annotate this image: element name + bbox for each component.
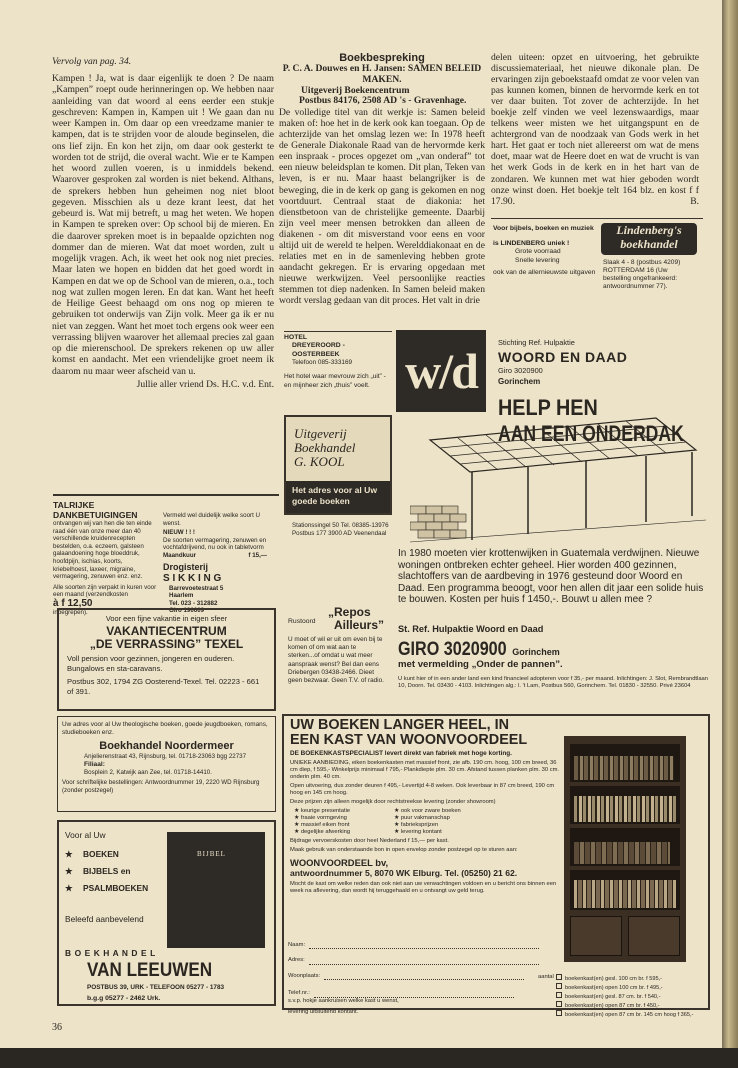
checkbox-icon[interactable]: [556, 983, 562, 989]
noordermeer-name: Boekhandel Noordermeer: [99, 740, 234, 752]
woonvoordeel-maak: Maak gebruik van onderstaande bon in open envelop zonder postzegel op te sturen aan:: [290, 847, 518, 853]
telefoon-label: Telef.nr.:: [288, 990, 310, 997]
repos-body: U moet of wil er uit om even bij te komen of om wat aan te sterken...of omdat u wat meer aanspraak wenst? Bel dan eens Driebergen 03438-2466. Dieet geen bezwaar. Geen T.V. of radio.: [288, 636, 384, 685]
wd-giro-big: GIRO 3020900: [398, 639, 507, 660]
feature: [294, 815, 394, 822]
page-edge: [722, 0, 738, 1048]
checkbox-icon[interactable]: [556, 974, 562, 980]
woonvoordeel-address: antwoordnummer 5, 8070 WK Elburg. Tel. (05250) 21 62.: [290, 868, 518, 878]
woord-en-daad-ad: [396, 338, 708, 612]
sikking-addr1: Barrevoetestraat 5: [169, 584, 224, 592]
feature: [394, 829, 504, 836]
wd-body: In 1980 moeten vier krottenwijken in Guatemala verdwijnen. Nieuwe woningen ontbreken echter geheel. Hier worden 400 gezinnen, slachtoffers van de aardbeving in 1976 gesteund door Woord en Daad. Een programma beoogt, voor hen allen dit jaar een solide huis te bouwen. Kosten per huis f 1450,-. Bouwt u allen mee ?: [398, 548, 704, 605]
van-leeuwen-item-label: BIJBELS en: [83, 865, 131, 876]
woonvoordeel-sub: DE BOEKENKASTSPECIALIST levert direkt van fabriek met hoge korting.: [290, 750, 512, 757]
van-leeuwen-name: VAN LEEUWEN: [87, 960, 213, 981]
woonvoordeel-company: WOONVOORDEEL bv,: [290, 857, 389, 868]
hotel-text: Het hotel waar mevrouw zich „uit” - en mijnheer zich „thuis” voelt.: [284, 372, 386, 389]
wd-name: WOORD EN DAAD: [498, 349, 628, 365]
adres-label: Adres:: [288, 957, 305, 964]
repos-name-2: Ailleurs”: [334, 618, 385, 632]
woonvoordeel-offer: UNIEKE AANBIEDING, eiken boekenkasten met massief front, zie afb. 190 cm. hoog, 100 cm breed, 36 cm diep, f 595,- Winkelprijs minimaal f 795,- Plankdiepte plm. 30 cm. Afstand tussen planken plm. 30 cm. onderin plm. 40 cm.: [290, 760, 560, 780]
lindenberg-ad: [491, 218, 703, 323]
article-column-1: [52, 56, 274, 390]
article-signoff: Jullie aller vriend Ds. H.C. v.d. Ent.: [136, 378, 274, 390]
bookshelf: [570, 870, 680, 910]
wd-org: Stichting Ref. Hulpaktie: [498, 338, 575, 347]
review-body: De volledige titel van dit werkje is: Samen beleid maken of: hoe het in de kerk ook kan toegaan. Op de achterzijde van het omslag lezen we: In 1978 heeft de Generale Diakonale Raad van de hervormde kerk een inspraak - proces opgezet om „van onderaf” tot een nieuw beleidsplan te komen. Dit plan, Teken van leven, is er nu. Maar haast belangrijker is de beweging, die in de kerk op gang is gekomen en nog voortduurt. Centraal staat de diakonia: het dienstbetoon van de christelijke gemeente. Daarbij zijn veel meer mensen betrokken dan alleen de diakenen - om dit misverstand voor eens en voor altijd uit de wereld te helpen. Werelddiakonaat en de relaties met en in de samenleving hebben grote aandacht gekregen. Er is ervaring opgedaan met nieuwe werkwijzen. Veel persoonlijke reacties stemmen tot diep nadenken. In Samen beleid maken wordt verslag gedaan van dit proces. Het valt in drie: [279, 107, 485, 306]
star-icon: ★: [294, 822, 300, 828]
star-icon: ★: [294, 808, 300, 814]
review-publisher: Uitgeverij Boekencentrum: [301, 84, 410, 96]
lindenberg-logo: [601, 223, 697, 255]
repos-name-1: „Repos: [328, 605, 371, 619]
verrassing-name-1: VAKANTIECENTRUM: [106, 624, 227, 638]
feature-label: puur vakmanschap: [400, 815, 450, 821]
noordermeer-filiaal-address: Bosplein 2, Katwijk aan Zee, tel. 01718-14410.: [84, 768, 212, 776]
sikking-left-text2: Alle soorten zijn verpakt in kuren voor een maand (verzendkosten: [53, 583, 157, 599]
bookcase-illustration: [564, 736, 686, 962]
feature: [394, 822, 504, 829]
wd-headline-1: HELP HEN: [498, 395, 598, 420]
van-leeuwen-bgg: b.g.g 05277 - 2462 Urk.: [87, 995, 161, 1002]
wd-logo-text: w/d: [405, 343, 477, 399]
sikking-name: S I K K I N G: [163, 572, 222, 584]
lindenberg-line2: is LINDENBERG uniek !: [493, 239, 570, 247]
sikking-left: [53, 520, 159, 617]
woonvoordeel-vervoer: Bijdrage vervoerskosten door heel Nederland f 15,— per kast.: [290, 838, 449, 844]
kool-logo-line2: Boekhandel: [294, 440, 356, 455]
wd-giro-city: Gorinchem: [512, 647, 560, 657]
hotel-title: HOTEL: [284, 334, 308, 341]
kool-logo-line1: Uitgeverij: [294, 426, 347, 441]
sikking-left-text3: inbegrepen).: [53, 608, 88, 616]
sikking-drogisterij: Drogisterij: [163, 561, 209, 572]
sikking-title-1: TALRIJKE: [53, 500, 95, 510]
star-icon: ★: [65, 865, 73, 876]
house-frame-illustration: [410, 412, 706, 546]
verrassing-name-2: „DE VERRASSING” TEXEL: [89, 637, 244, 651]
naam-field[interactable]: [309, 948, 539, 949]
kool-logo-line3: G. KOOL: [294, 454, 345, 469]
checkbox-icon[interactable]: [556, 1001, 562, 1007]
noordermeer-footer: Voor schriftelijke bestellingen: Antwoordnummer 19, 2220 WD Rijnsburg (zonder postzegel): [62, 779, 260, 794]
bookcase-option[interactable]: [556, 983, 706, 992]
kool-logo-box: [284, 415, 392, 515]
order-form: [288, 942, 704, 1016]
sikking-right-text1: Vermeld wel duidelijk welke soort U wenst.: [163, 512, 260, 527]
bookshelf: [570, 786, 680, 824]
bookcase-option[interactable]: [556, 1010, 706, 1019]
lindenberg-text: [493, 225, 597, 278]
bookcase-option[interactable]: [556, 992, 706, 1001]
noordermeer-intro: Uw adres voor al Uw theologische boeken, goede jeugdboeken, romans, studieboeken enz.: [62, 721, 268, 736]
star-icon: ★: [394, 822, 400, 828]
review-address: Postbus 84176, 2508 AD 's - Gravenhage.: [299, 95, 467, 107]
bible-label: BIJBEL: [197, 850, 226, 858]
checkbox-icon[interactable]: [556, 992, 562, 998]
van-leeuwen-item-label: PSALMBOEKEN: [83, 882, 149, 893]
star-icon: ★: [394, 815, 400, 821]
bookshelf: [570, 828, 680, 866]
noordermeer-filiaal-label: Filiaal:: [84, 760, 105, 768]
bookcase-option-label: boekenkast(en) open 87 cm br. f 450,-: [565, 1003, 660, 1009]
woonvoordeel-features-left: [290, 808, 394, 836]
kool-ad: [284, 415, 392, 593]
kool-address: Stationssingel 50 Tel. 08385-13976 Postbus 177 3900 AD Veenendaal: [292, 522, 389, 537]
wd-headline-2: AAN EEN ONDERDAK: [498, 421, 684, 446]
review-authors: P. C. A. Douwes en H. Jansen: SAMEN BELEID MAKEN.: [282, 63, 482, 85]
wd-fine-print: U kunt hier of in een ander land een kind financieel adopteren voor f 35,- per maand. Inlichtingen: J. Slot, Rembrandtlaan 10, Doorn. Tel. 03430 - 4103. Inlichtingen alg.: l. 't Lam, Postbus 560, Gorinchem. Tel. 01830 - 32550. Privé 23604: [398, 676, 709, 690]
bookcase-option-label: boekenkast(en) gesl. 87 cm. br. f 540,-: [565, 994, 661, 1000]
woonplaats-label: Woonplaats:: [288, 972, 321, 979]
aantal-label: aantal: [538, 974, 554, 980]
van-leeuwen-item-label: BOEKEN: [83, 849, 119, 859]
wd-giro-line: [398, 639, 710, 661]
sikking-maandkuur-price: f 15,—: [248, 551, 267, 559]
bible-book-illustration: [167, 832, 265, 948]
review-body-continued: delen uiteen: opzet en uitvoering, het gebruikte discussiemateriaal, het nieuwe dikonale plan. De ervaringen zijn geboekstaafd omdat ze voor velen van pas kunnen komen, binnen de hervormde kerk en tot ver daar buiten. Tot zover de achterzijde. In het boekje zelf vinden we veel lezenswaardigs, maar telkens weer misten we het uitgangspunt en de achtergrond van de noodzaak van Gods werk in het hart. Het gaat er toch niet allereerst om wat de mens doet, maar wat de Heere doet en wat de vrucht is van het werk Gods in de kerk en in het hart van de zondaren. We kunnen met wat hier geboden wordt onze winst doen. Het boekje telt 164 blz. en kost f f 17.90.: [491, 52, 699, 207]
van-leeuwen-items: [65, 846, 148, 896]
feature-label: levering kontant: [400, 829, 442, 835]
sikking-right: [163, 512, 279, 615]
lindenberg-logo-line1: Lindenberg's: [616, 223, 682, 237]
van-leeuwen-item: [65, 863, 148, 880]
van-leeuwen-address: POSTBUS 39, URK - TELEFOON 05277 - 1783: [87, 984, 225, 991]
star-icon: ★: [65, 882, 73, 893]
sikking-maandkuur: [163, 552, 279, 560]
star-icon: ★: [65, 849, 73, 859]
naam-row: [288, 942, 704, 949]
wd-vermelding: met vermelding „Onder de pannen”.: [398, 659, 563, 670]
verrassing-intro: Voor een fijne vakantie in eigen sfeer: [105, 614, 228, 623]
hotel-ad: [284, 331, 392, 410]
star-icon: ★: [394, 808, 400, 814]
bookcase-option-label: boekenkast(en) open 100 cm br. f 495,-: [565, 985, 663, 991]
wd-footer-org: St. Ref. Hulpaktie Woord en Daad: [398, 624, 544, 634]
woonvoordeel-ad: [282, 714, 710, 1018]
woonplaats-field[interactable]: [324, 979, 524, 980]
review-continued: [491, 52, 699, 207]
van-leeuwen-item: [65, 846, 148, 863]
feature-label: fraaie vormgeving: [300, 815, 347, 821]
feature-label: fabrieksprijzen: [400, 822, 439, 828]
article-body: Kampen ! Ja, wat is daar eigenlijk te doen ? De naam „Kampen” roept oude herinneringen op. We hebben naar aanleiding van dat woord al eens eerder een stukje geschreven: Kampen in, Kampen uit ! We gaan dan nu weer Kampen in. Om daar op een vreedzame manier te kampen, dat is te strijden voor de aloude beginselen, die ons lief zijn. En kon het zijn, om daar ook gesterkt te worden tot de strijd, die overal wacht. Wie er te Kampen het woord zullen voeren, is u inmiddels bekend. Waarover gesproken zal worden is niet bekend. Althans, de sprekers hebben hun geheimen nog niet bloot gegeven. Misschien als u deze krant leest, dat het gebeurd is. Wat mij betreft, u mag het weten. We hopen in Kampen te spreken over: Op school bij de mieren. En die daarover spreken moet is in bepaalde opzichten nog dommer dan de mieren. Wat dat moet worden, zult u mogelijk vragen. Ach, ik weet het ook nog niet precies. Maar laten we hopen en bidden dat het goed wordt in Kampen en dat we op de School van de mieren, o.a., toch nog wat zullen mogen leren. En dat kan. Want het heeft de Heilige Geest behaagd om ons nog op mieren te gebruiken tot onderwijs van Zijn volk. Meer ga ik er nu niet van zeggen. Want het moet toch ergens ook weer een verrassing blijven waarover het allemaal precies zal gaan op die mierenschool. De sprekers rekenen op uw aller komst en aandacht. Met een vriendelijke groet neem ik daarom nu maar weer afscheid van u.: [52, 73, 274, 377]
bookcase-options: [556, 974, 706, 1019]
bookcase-option[interactable]: [556, 974, 706, 983]
star-icon: ★: [394, 829, 400, 835]
feature-label: degelijke afwerking: [300, 829, 351, 835]
feature: [394, 815, 504, 822]
bookcase-option-label: boekenkast(en) open 87 cm br. 145 cm hoog f 365,-: [565, 1012, 694, 1018]
verrassing-body: Voll pension voor gezinnen, jongeren en ouderen. Bungalows en sta-caravans.: [67, 654, 235, 673]
sikking-addr3: Tel. 023 - 312882: [169, 599, 218, 607]
levering-note: levering uitsluitend kontant.: [288, 1009, 359, 1016]
repos-place: Rustoord: [288, 618, 316, 625]
woonvoordeel-mocht: Mocht de kast om welke reden dan ook niet aan uw verwachtingen voldoen en u bericht ons binnen een week na aflevering, dan wordt hij teruggehaald en u ontvangt uw geld terug.: [290, 881, 557, 894]
feature: [294, 808, 394, 815]
feature-label: massief eiken front: [300, 822, 350, 828]
wd-city: Gorinchem: [498, 377, 541, 386]
wd-footer: [398, 624, 710, 690]
bookshelf: [570, 744, 680, 782]
review-initial: B.: [690, 195, 699, 207]
noordermeer-address: Anjelierenstraat 43, Rijnsburg, tel. 01718-23063 bgg 22737: [84, 753, 247, 760]
svp-note: s.v.p. hokje aankruisen welke kast u wenst,: [288, 997, 399, 1004]
woonvoordeel-prices: Deze prijzen zijn alleen mogelijk door rechtstreekse levering (zonder showroom): [290, 799, 496, 805]
verrassing-ad: [57, 608, 276, 711]
feature-label: keurige presentatie: [300, 808, 351, 814]
woonvoordeel-open: Open uitvoering, dus zonder deuren f 495,- Levertijd 4-8 weken. Ook leverbaar in 87 cm breed, 190 cm hoog en 145 cm hoog.: [290, 783, 555, 796]
lindenberg-line5: ook van de allernieuwste uitgaven: [493, 269, 596, 277]
van-leeuwen-ad: [57, 820, 276, 1006]
sikking-right-text2: De soorten vermagering, zenuwen en vochtafdrijvend, nu ook in tabletvorm: [163, 536, 267, 552]
van-leeuwen-intro: Voor al Uw: [65, 830, 106, 840]
van-leeuwen-beleefd: Beleefd aanbevelend: [65, 914, 144, 924]
noordermeer-ad: [57, 716, 276, 812]
van-leeuwen-boekhandel: B O E K H A N D E L: [65, 948, 156, 958]
woonvoordeel-features: [290, 808, 560, 836]
sikking-left-text: ontvangen wij van hen die ten einde raad één van onze meer dan 40 verschillende kruidenrecepten bestelden, o.a. eczeem, galsteen galaandoening hoge bloeddruk, hoofdpijn, ischias, koorts, kriebelhoest, laxeer, migraine, vermagering, zenuwen enz. enz.: [53, 520, 152, 581]
sikking-price: à f 12,50: [53, 597, 93, 609]
woonvoordeel-features-right: [394, 808, 504, 836]
review-heading: Boekbespreking: [339, 52, 425, 64]
feature: [294, 822, 394, 829]
book-review: [279, 52, 485, 306]
adres-row: [288, 957, 704, 964]
van-leeuwen-item: [65, 880, 148, 897]
page-number: 36: [52, 1022, 62, 1033]
repos-ailleurs-ad: [288, 606, 388, 710]
continued-note: Vervolg van pag. 34.: [52, 56, 132, 67]
star-icon: ★: [294, 815, 300, 821]
sikking-addr4: Giro 190609: [169, 607, 205, 615]
sikking-addr2: Haarlem: [169, 592, 194, 600]
sikking-title-2: DANKBETUIGINGEN: [53, 510, 138, 520]
sikking-maandkuur-label: Maandkuur: [163, 551, 197, 559]
bookcase-option[interactable]: [556, 1001, 706, 1010]
naam-label: Naam:: [288, 942, 306, 948]
feature: [394, 808, 504, 815]
lindenberg-line3: Grote voorraad: [515, 248, 561, 256]
lindenberg-line4: Snelle levering: [515, 256, 560, 264]
feature-label: ook voor zware boeken: [400, 808, 461, 814]
kool-tagline: Het adres voor al Uw goede boeken: [286, 481, 390, 513]
lindenberg-logo-line2: boekhandel: [620, 237, 678, 251]
lindenberg-line1: Voor bijbels, boeken en muziek: [493, 225, 594, 232]
verrassing-contact: Postbus 302, 1794 ZG Oosterend-Texel. Tel. 02223 - 661 of 391.: [67, 677, 260, 696]
woonvoordeel-headline-2: EEN KAST VAN WOONVOORDEEL: [290, 732, 528, 748]
woonvoordeel-headline-1: UW BOEKEN LANGER HEEL, IN: [290, 717, 510, 733]
sikking-nieuw: NIEUW ! ! !: [163, 529, 195, 537]
adres-field[interactable]: [309, 964, 539, 965]
woonvoordeel-details: [290, 760, 560, 895]
bookcase-option-label: boekenkast(en) gesl. 100 cm br. f 595,-: [565, 976, 663, 982]
wd-giro: Giro 3020900: [498, 366, 543, 375]
hotel-phone: Telefoon 085-333169: [292, 359, 353, 367]
lindenberg-address: Slaak 4 - 8 (postbus 4209) ROTTERDAM 16 (Uw bestelling ongefrankeerd: antwoordnummer 77).: [603, 259, 681, 290]
feature: [294, 829, 394, 836]
star-icon: ★: [294, 829, 300, 835]
hotel-name: DREYEROORD - OOSTERBEEK: [292, 342, 345, 358]
checkbox-icon[interactable]: [556, 1010, 562, 1016]
sikking-ad: [53, 494, 279, 616]
